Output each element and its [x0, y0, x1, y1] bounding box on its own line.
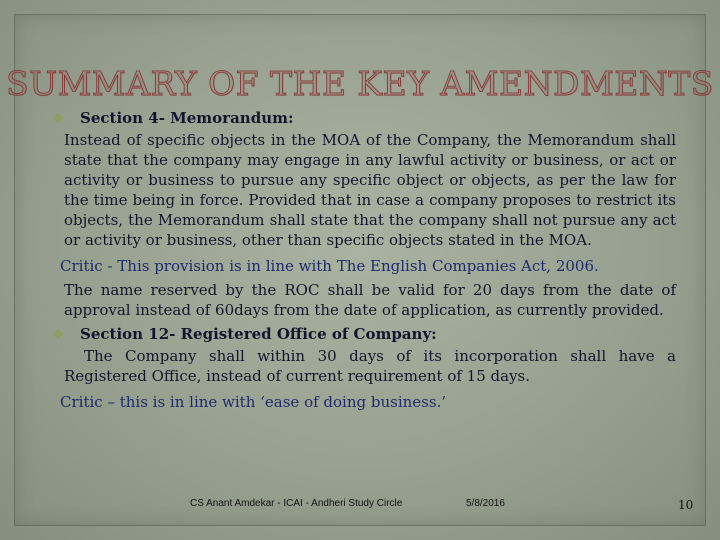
section-heading: Section 4- Memorandum: — [80, 109, 294, 127]
page-number: 10 — [678, 498, 694, 512]
section-paragraph: Instead of specific objects in the MOA of the Company, the Memorandum shall state that the company may engage in any lawful activity or business, or act or activity or business to pursue any specific object or objects, as per the law for the time being in force. Provided that in case a company proposes to restrict its objects, the Memorandum shall state that the company shall not pursue any act or activity or business, other than specific objects stated in the MOA. — [64, 131, 676, 249]
footer-presenter: CS Anant Amdekar - ICAI - Andheri Study Circle — [190, 498, 403, 509]
section-paragraph: The Company shall within 30 days of its incorporation shall have a Registered Office, instead of current requirement of 15 days. — [64, 347, 676, 385]
section-heading-row — [52, 324, 676, 346]
critic-text: Critic - This provision is in line with The English Companies Act, 2006. — [60, 257, 599, 275]
footer-date: 5/8/2016 — [466, 498, 505, 509]
section-heading-row — [52, 108, 676, 130]
slide-title: SUMMARY OF THE KEY AMENDMENTS — [6, 64, 714, 103]
note-text: The name reserved by the ROC shall be valid for 20 days from the date of approval instead of 60days from the date of application, as currently provided. — [64, 281, 676, 319]
critic-text: Critic – this is in line with ‘ease of doing business.’ — [60, 393, 447, 411]
diamond-bullet-icon: ❖ — [52, 328, 64, 343]
slide-body — [52, 108, 676, 412]
diamond-bullet-icon: ❖ — [52, 112, 64, 127]
section-heading: Section 12- Registered Office of Company: — [80, 325, 437, 343]
